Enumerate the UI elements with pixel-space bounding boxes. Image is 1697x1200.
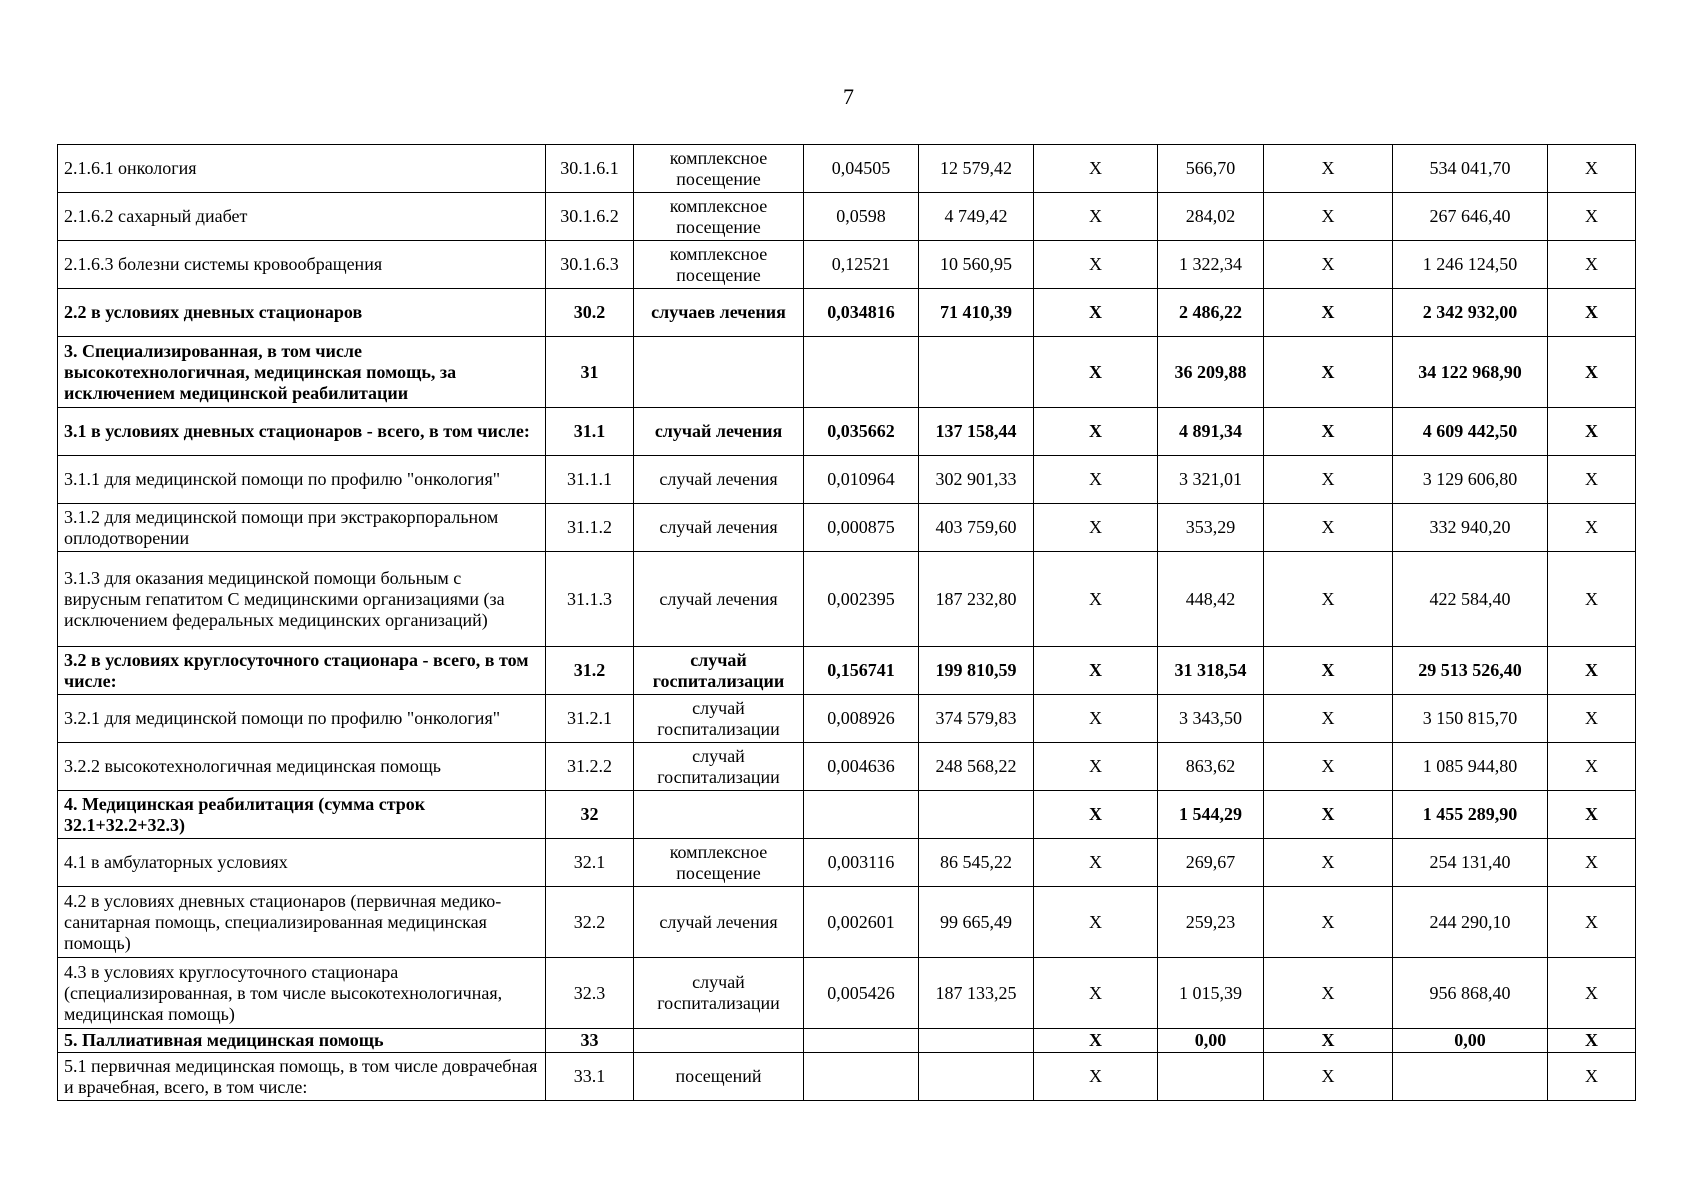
cell-norm: 0,156741 bbox=[804, 647, 919, 695]
cell-cost: 302 901,33 bbox=[919, 456, 1034, 504]
cell-x: Х bbox=[1034, 456, 1158, 504]
cell-norm: 0,035662 bbox=[804, 408, 919, 456]
cell-x: Х bbox=[1034, 408, 1158, 456]
cell-per-capita: 566,70 bbox=[1158, 145, 1264, 193]
cell-per-capita: 0,00 bbox=[1158, 1029, 1264, 1053]
cell-x: Х bbox=[1034, 145, 1158, 193]
cell-name: 3.1.1 для медицинской помощи по профилю "онкология" bbox=[58, 456, 546, 504]
cell-x: Х bbox=[1264, 839, 1393, 887]
cell-unit: случай лечения bbox=[634, 504, 804, 552]
cell-total: 332 940,20 bbox=[1393, 504, 1548, 552]
cell-x: Х bbox=[1548, 887, 1636, 958]
cell-x: Х bbox=[1264, 241, 1393, 289]
cell-unit: случай лечения bbox=[634, 552, 804, 647]
cell-norm: 0,010964 bbox=[804, 456, 919, 504]
cell-norm: 0,034816 bbox=[804, 289, 919, 337]
cell-cost: 71 410,39 bbox=[919, 289, 1034, 337]
cell-norm: 0,0598 bbox=[804, 193, 919, 241]
cell-code: 32.3 bbox=[546, 958, 634, 1029]
cell-cost: 374 579,83 bbox=[919, 695, 1034, 743]
cell-x: Х bbox=[1034, 839, 1158, 887]
cell-total: 422 584,40 bbox=[1393, 552, 1548, 647]
cell-x: Х bbox=[1548, 408, 1636, 456]
cell-total: 34 122 968,90 bbox=[1393, 337, 1548, 408]
cell-norm: 0,005426 bbox=[804, 958, 919, 1029]
cell-norm: 0,000875 bbox=[804, 504, 919, 552]
cell-name: 3.1.3 для оказания медицинской помощи больным с вирусным гепатитом С медицинскими организациями (за исключением федеральных медицинских организаций) bbox=[58, 552, 546, 647]
table-row bbox=[58, 145, 1636, 193]
cell-x: Х bbox=[1034, 504, 1158, 552]
cell-x: Х bbox=[1034, 289, 1158, 337]
cell-code: 31 bbox=[546, 337, 634, 408]
table-row bbox=[58, 408, 1636, 456]
table-row bbox=[58, 743, 1636, 791]
cell-total: 1 455 289,90 bbox=[1393, 791, 1548, 839]
cell-x: Х bbox=[1548, 552, 1636, 647]
cell-norm bbox=[804, 1029, 919, 1053]
cell-x: Х bbox=[1034, 695, 1158, 743]
cell-x: Х bbox=[1548, 145, 1636, 193]
cell-per-capita: 36 209,88 bbox=[1158, 337, 1264, 408]
cell-x: Х bbox=[1264, 289, 1393, 337]
cell-x: Х bbox=[1264, 552, 1393, 647]
cell-x: Х bbox=[1548, 337, 1636, 408]
cell-x: Х bbox=[1264, 887, 1393, 958]
cell-name: 3. Специализированная, в том числе высокотехнологичная, медицинская помощь, за исключением медицинской реабилитации bbox=[58, 337, 546, 408]
cell-norm: 0,002601 bbox=[804, 887, 919, 958]
cell-per-capita: 3 321,01 bbox=[1158, 456, 1264, 504]
cell-code: 30.1.6.3 bbox=[546, 241, 634, 289]
cell-total: 29 513 526,40 bbox=[1393, 647, 1548, 695]
cell-unit: случай лечения bbox=[634, 456, 804, 504]
cell-x: Х bbox=[1264, 193, 1393, 241]
cell-x: Х bbox=[1264, 1029, 1393, 1053]
cell-x: Х bbox=[1264, 337, 1393, 408]
table-row bbox=[58, 289, 1636, 337]
cell-x: Х bbox=[1548, 289, 1636, 337]
cell-x: Х bbox=[1034, 647, 1158, 695]
cell-x: Х bbox=[1034, 1053, 1158, 1101]
cell-x: Х bbox=[1548, 647, 1636, 695]
cell-unit: случай лечения bbox=[634, 887, 804, 958]
cell-x: Х bbox=[1548, 695, 1636, 743]
cell-name: 5.1 первичная медицинская помощь, в том числе доврачебная и врачебная, всего, в том числе: bbox=[58, 1053, 546, 1101]
table-row bbox=[58, 839, 1636, 887]
cell-name: 2.1.6.2 сахарный диабет bbox=[58, 193, 546, 241]
cell-x: Х bbox=[1034, 337, 1158, 408]
cell-x: Х bbox=[1548, 241, 1636, 289]
table-row bbox=[58, 504, 1636, 552]
cell-per-capita: 1 322,34 bbox=[1158, 241, 1264, 289]
cell-x: Х bbox=[1264, 456, 1393, 504]
table-row bbox=[58, 647, 1636, 695]
table-row bbox=[58, 695, 1636, 743]
cell-name: 5. Паллиативная медицинская помощь bbox=[58, 1029, 546, 1053]
cell-x: Х bbox=[1264, 791, 1393, 839]
cell-total: 2 342 932,00 bbox=[1393, 289, 1548, 337]
cell-per-capita: 448,42 bbox=[1158, 552, 1264, 647]
cell-cost bbox=[919, 337, 1034, 408]
cell-name: 2.2 в условиях дневных стационаров bbox=[58, 289, 546, 337]
cell-x: Х bbox=[1548, 839, 1636, 887]
cell-name: 3.2.1 для медицинской помощи по профилю "онкология" bbox=[58, 695, 546, 743]
cell-norm: 0,002395 bbox=[804, 552, 919, 647]
cell-name: 4.1 в амбулаторных условиях bbox=[58, 839, 546, 887]
cell-unit: комплексное посещение bbox=[634, 839, 804, 887]
cell-x: Х bbox=[1034, 743, 1158, 791]
cell-total bbox=[1393, 1053, 1548, 1101]
table-row bbox=[58, 337, 1636, 408]
cell-per-capita: 284,02 bbox=[1158, 193, 1264, 241]
cell-cost: 248 568,22 bbox=[919, 743, 1034, 791]
cell-x: Х bbox=[1548, 791, 1636, 839]
table-row bbox=[58, 241, 1636, 289]
cell-per-capita: 863,62 bbox=[1158, 743, 1264, 791]
cell-code: 32.1 bbox=[546, 839, 634, 887]
cell-cost: 187 232,80 bbox=[919, 552, 1034, 647]
cell-unit: случай госпитализации bbox=[634, 647, 804, 695]
cell-cost: 137 158,44 bbox=[919, 408, 1034, 456]
cell-name: 2.1.6.1 онкология bbox=[58, 145, 546, 193]
cell-x: Х bbox=[1548, 193, 1636, 241]
cell-norm: 0,12521 bbox=[804, 241, 919, 289]
cell-norm: 0,008926 bbox=[804, 695, 919, 743]
cell-unit: случай госпитализации bbox=[634, 743, 804, 791]
cell-unit bbox=[634, 337, 804, 408]
cell-name: 4. Медицинская реабилитация (сумма строк 32.1+32.2+32.3) bbox=[58, 791, 546, 839]
cell-code: 31.2 bbox=[546, 647, 634, 695]
cell-cost bbox=[919, 1053, 1034, 1101]
cell-x: Х bbox=[1034, 887, 1158, 958]
cell-x: Х bbox=[1034, 552, 1158, 647]
cell-name: 4.2 в условиях дневных стационаров (первичная медико-санитарная помощь, специализированная медицинская помощь) bbox=[58, 887, 546, 958]
cell-x: Х bbox=[1264, 1053, 1393, 1101]
table-row bbox=[58, 552, 1636, 647]
cell-code: 30.2 bbox=[546, 289, 634, 337]
cell-total: 3 129 606,80 bbox=[1393, 456, 1548, 504]
cell-norm: 0,004636 bbox=[804, 743, 919, 791]
cell-name: 3.2.2 высокотехнологичная медицинская помощь bbox=[58, 743, 546, 791]
cell-cost: 99 665,49 bbox=[919, 887, 1034, 958]
cell-x: Х bbox=[1548, 743, 1636, 791]
cell-code: 31.2.1 bbox=[546, 695, 634, 743]
cell-code: 33 bbox=[546, 1029, 634, 1053]
cell-per-capita: 1 015,39 bbox=[1158, 958, 1264, 1029]
cell-total: 4 609 442,50 bbox=[1393, 408, 1548, 456]
cell-cost: 403 759,60 bbox=[919, 504, 1034, 552]
cell-code: 30.1.6.1 bbox=[546, 145, 634, 193]
cell-x: Х bbox=[1034, 958, 1158, 1029]
cell-name: 4.3 в условиях круглосуточного стационара (специализированная, в том числе высокотехнологичная, медицинская помощь) bbox=[58, 958, 546, 1029]
cell-total: 254 131,40 bbox=[1393, 839, 1548, 887]
cell-per-capita: 31 318,54 bbox=[1158, 647, 1264, 695]
cell-name: 2.1.6.3 болезни системы кровообращения bbox=[58, 241, 546, 289]
cell-x: Х bbox=[1548, 1029, 1636, 1053]
cell-total: 534 041,70 bbox=[1393, 145, 1548, 193]
cell-norm: 0,003116 bbox=[804, 839, 919, 887]
cell-code: 31.1 bbox=[546, 408, 634, 456]
cell-total: 267 646,40 bbox=[1393, 193, 1548, 241]
page-number: 7 bbox=[843, 84, 854, 109]
cell-code: 30.1.6.2 bbox=[546, 193, 634, 241]
cell-unit: случай лечения bbox=[634, 408, 804, 456]
table-row bbox=[58, 456, 1636, 504]
table-row bbox=[58, 1053, 1636, 1101]
cell-unit: комплексное посещение bbox=[634, 145, 804, 193]
cell-x: Х bbox=[1034, 241, 1158, 289]
cell-unit: случай госпитализации bbox=[634, 695, 804, 743]
cell-total: 956 868,40 bbox=[1393, 958, 1548, 1029]
cell-code: 32 bbox=[546, 791, 634, 839]
cell-per-capita: 259,23 bbox=[1158, 887, 1264, 958]
cell-per-capita: 2 486,22 bbox=[1158, 289, 1264, 337]
cell-x: Х bbox=[1034, 193, 1158, 241]
cell-cost: 10 560,95 bbox=[919, 241, 1034, 289]
cell-cost bbox=[919, 1029, 1034, 1053]
cell-name: 3.2 в условиях круглосуточного стационара - всего, в том числе: bbox=[58, 647, 546, 695]
cell-norm bbox=[804, 791, 919, 839]
cell-total: 1 085 944,80 bbox=[1393, 743, 1548, 791]
cell-code: 33.1 bbox=[546, 1053, 634, 1101]
cell-x: Х bbox=[1264, 743, 1393, 791]
cell-norm: 0,04505 bbox=[804, 145, 919, 193]
cell-unit: комплексное посещение bbox=[634, 193, 804, 241]
cell-x: Х bbox=[1264, 647, 1393, 695]
cell-x: Х bbox=[1548, 504, 1636, 552]
cell-x: Х bbox=[1548, 1053, 1636, 1101]
cell-total: 0,00 bbox=[1393, 1029, 1548, 1053]
cell-per-capita: 4 891,34 bbox=[1158, 408, 1264, 456]
cell-norm bbox=[804, 337, 919, 408]
cell-code: 32.2 bbox=[546, 887, 634, 958]
table-row bbox=[58, 958, 1636, 1029]
cell-unit bbox=[634, 1029, 804, 1053]
cell-x: Х bbox=[1264, 145, 1393, 193]
cell-unit: случаев лечения bbox=[634, 289, 804, 337]
cell-total: 3 150 815,70 bbox=[1393, 695, 1548, 743]
cell-per-capita: 353,29 bbox=[1158, 504, 1264, 552]
cell-x: Х bbox=[1034, 1029, 1158, 1053]
cell-cost bbox=[919, 791, 1034, 839]
cell-cost: 187 133,25 bbox=[919, 958, 1034, 1029]
cell-unit: случай госпитализации bbox=[634, 958, 804, 1029]
cell-cost: 12 579,42 bbox=[919, 145, 1034, 193]
cell-per-capita: 1 544,29 bbox=[1158, 791, 1264, 839]
cell-x: Х bbox=[1548, 456, 1636, 504]
cell-cost: 199 810,59 bbox=[919, 647, 1034, 695]
cell-unit bbox=[634, 791, 804, 839]
financing-table bbox=[57, 144, 1636, 1101]
cell-total: 244 290,10 bbox=[1393, 887, 1548, 958]
cell-cost: 86 545,22 bbox=[919, 839, 1034, 887]
cell-per-capita: 269,67 bbox=[1158, 839, 1264, 887]
cell-x: Х bbox=[1264, 408, 1393, 456]
cell-name: 3.1 в условиях дневных стационаров - всего, в том числе: bbox=[58, 408, 546, 456]
cell-x: Х bbox=[1264, 504, 1393, 552]
cell-total: 1 246 124,50 bbox=[1393, 241, 1548, 289]
table-row bbox=[58, 1029, 1636, 1053]
cell-code: 31.1.1 bbox=[546, 456, 634, 504]
cell-code: 31.1.3 bbox=[546, 552, 634, 647]
cell-per-capita bbox=[1158, 1053, 1264, 1101]
cell-x: Х bbox=[1264, 695, 1393, 743]
cell-code: 31.2.2 bbox=[546, 743, 634, 791]
cell-cost: 4 749,42 bbox=[919, 193, 1034, 241]
cell-code: 31.1.2 bbox=[546, 504, 634, 552]
table-row bbox=[58, 193, 1636, 241]
cell-norm bbox=[804, 1053, 919, 1101]
cell-per-capita: 3 343,50 bbox=[1158, 695, 1264, 743]
table-row bbox=[58, 791, 1636, 839]
cell-unit: посещений bbox=[634, 1053, 804, 1101]
cell-x: Х bbox=[1548, 958, 1636, 1029]
table-row bbox=[58, 887, 1636, 958]
cell-x: Х bbox=[1264, 958, 1393, 1029]
cell-name: 3.1.2 для медицинской помощи при экстракорпоральном оплодотворении bbox=[58, 504, 546, 552]
cell-unit: комплексное посещение bbox=[634, 241, 804, 289]
cell-x: Х bbox=[1034, 791, 1158, 839]
